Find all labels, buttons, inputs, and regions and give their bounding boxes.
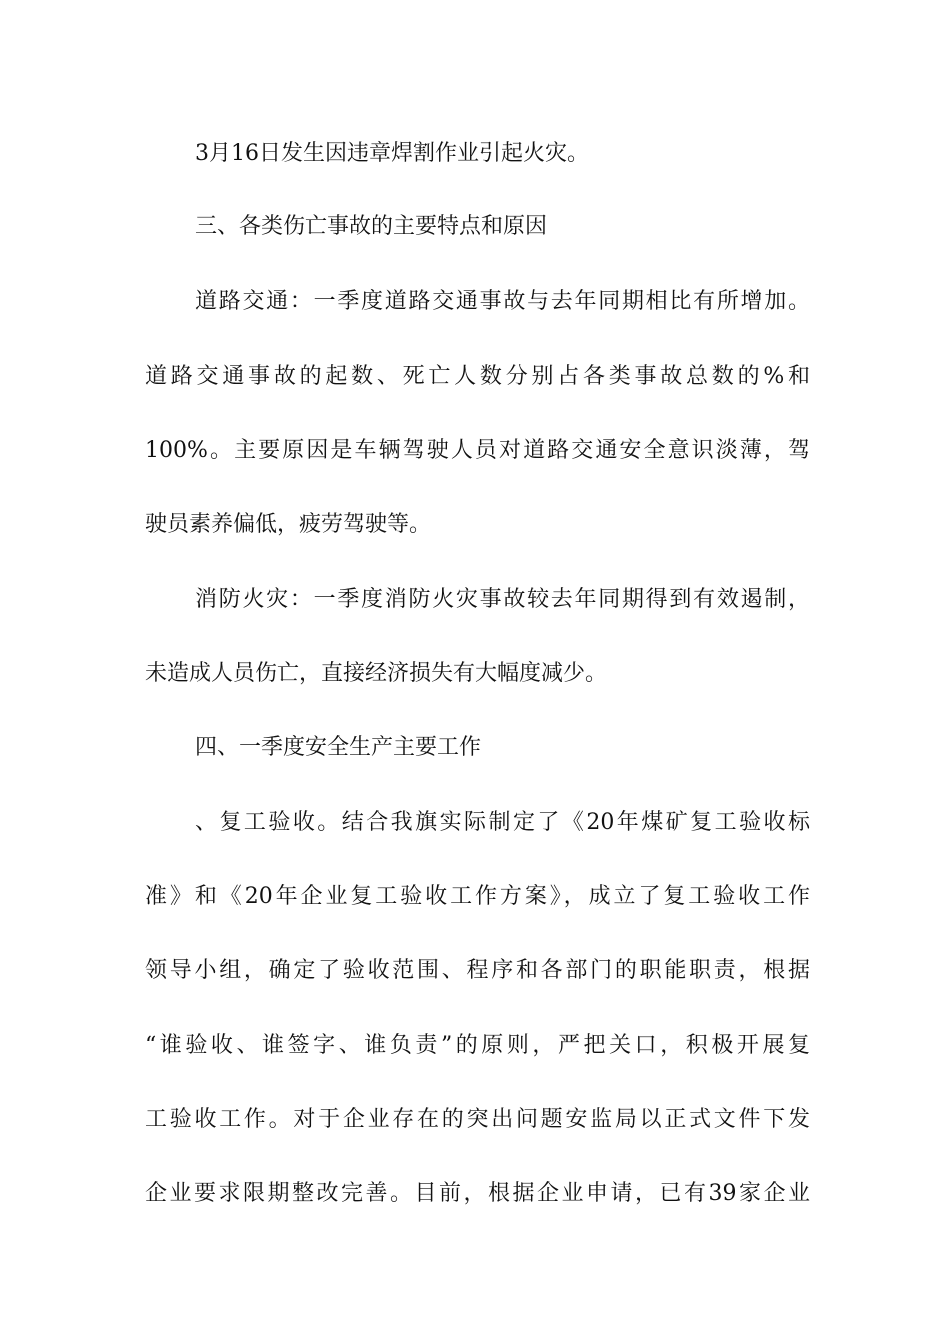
paragraph-line-road-traffic-1: 道路交通：一季度道路交通事故与去年同期相比有所增加。 [195,289,810,314]
paragraph-line-resumption-3: 领导小组，确定了验收范围、程序和各部门的职能职责，根据 [145,958,810,983]
paragraph-line-road-traffic-3: 100%。主要原因是车辆驾驶人员对道路交通安全意识淡薄，驾 [145,438,810,463]
paragraph-line-resumption-1: 、复工验收。结合我旗实际制定了《20年煤矿复工验收标 [195,810,810,835]
section-heading-accident-causes: 三、各类伤亡事故的主要特点和原因 [195,214,548,239]
paragraph-line-resumption-2: 准》和《20年企业复工验收工作方案》，成立了复工验收工作 [145,884,810,909]
paragraph-line-road-traffic-4: 驶员素养偏低，疲劳驾驶等。 [145,512,432,537]
paragraph-line-resumption-6: 企业要求限期整改完善。目前，根据企业申请，已有39家企业 [145,1181,810,1206]
paragraph-line-resumption-5: 工验收工作。对于企业存在的突出问题安监局以正式文件下发 [145,1107,810,1132]
paragraph-line-fire-2: 未造成人员伤亡，直接经济损失有大幅度减少。 [145,661,608,686]
section-heading-main-work: 四、一季度安全生产主要工作 [195,735,482,760]
paragraph-line-fire-incident: 3月16日发生因违章焊割作业引起火灾。 [195,141,589,166]
paragraph-line-road-traffic-2: 道路交通事故的起数、死亡人数分别占各类事故总数的%和 [145,364,810,389]
paragraph-line-fire-1: 消防火灾：一季度消防火灾事故较去年同期得到有效遏制， [195,587,810,612]
paragraph-line-resumption-4: “谁验收、谁签字、谁负责”的原则，严把关口，积极开展复 [145,1033,810,1058]
